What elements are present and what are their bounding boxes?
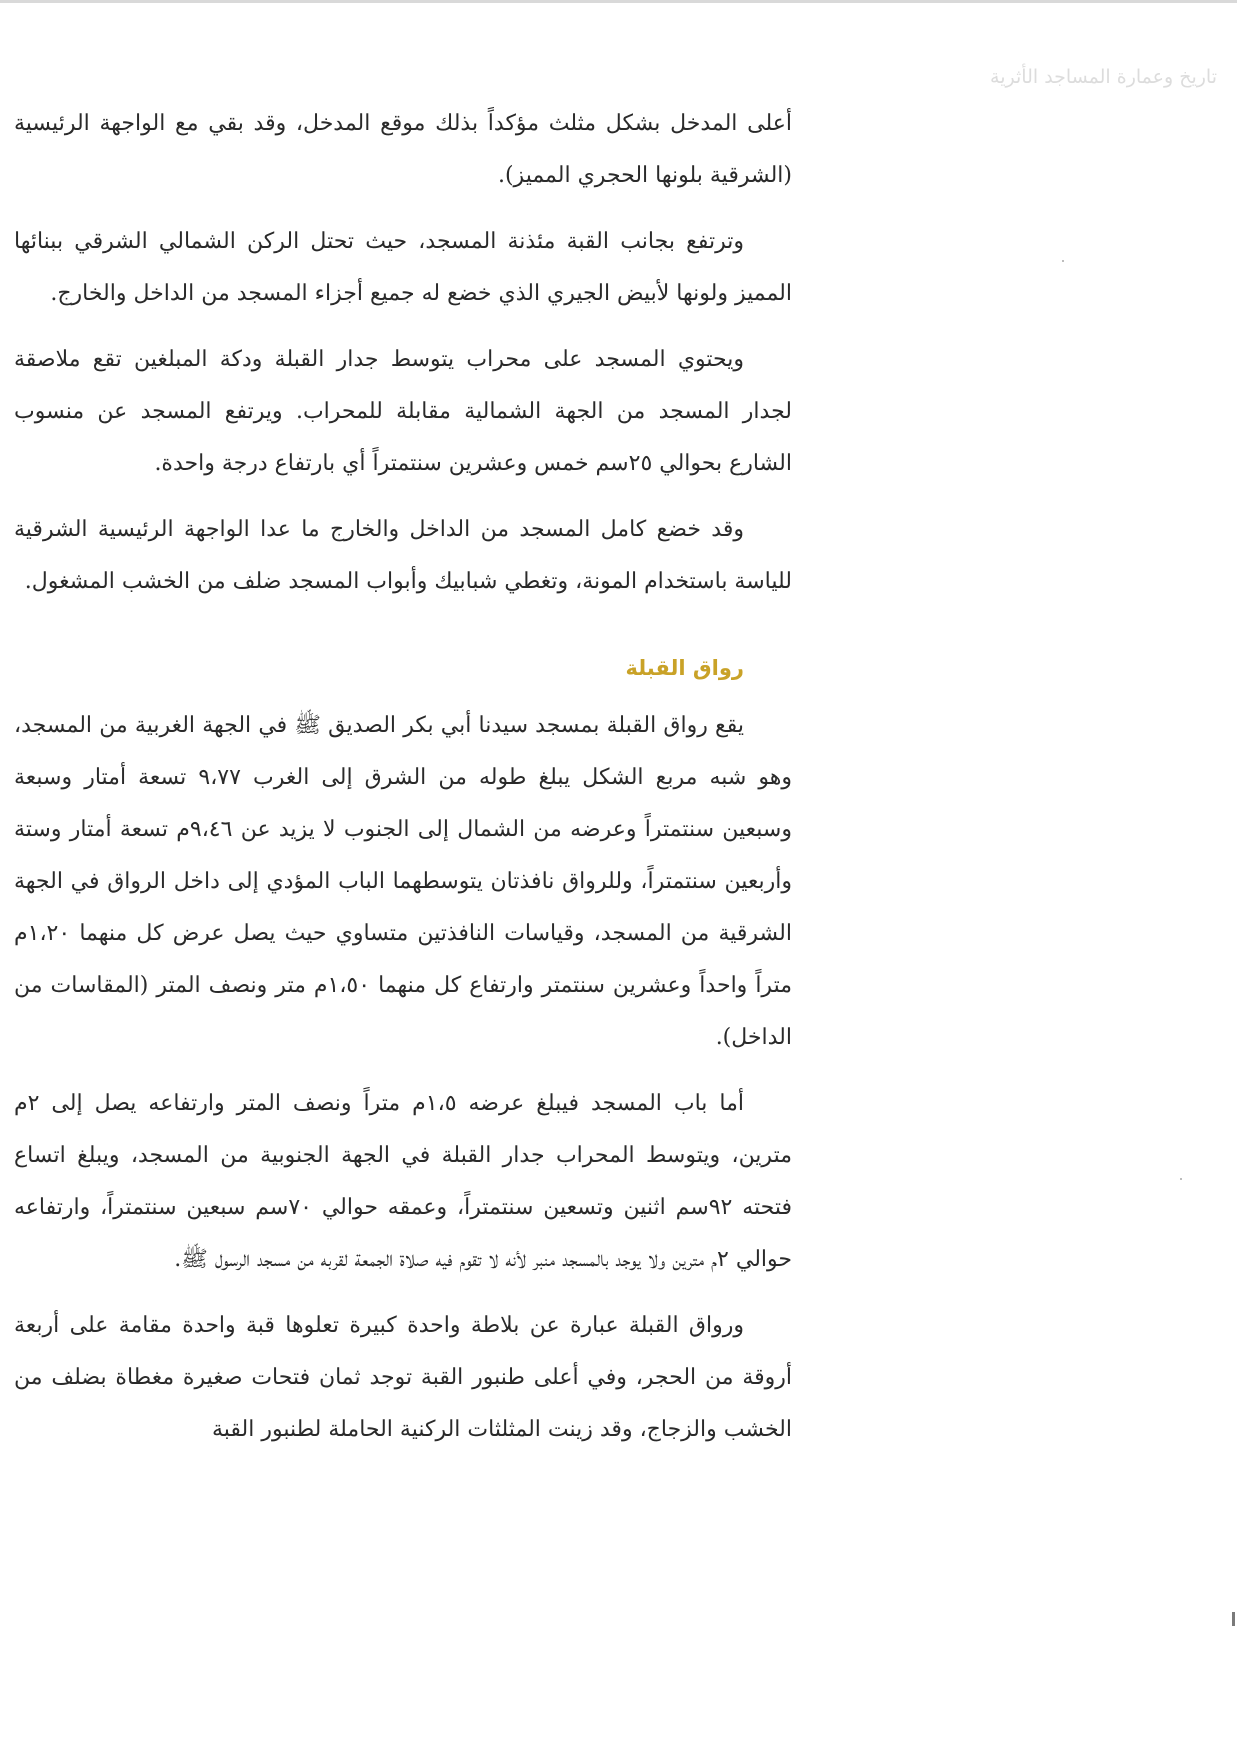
paragraph-plaster: وقد خضع كامل المسجد من الداخل والخارج ما عدا الواجهة الرئيسية الشرقية للياسة باستخدام المونة، وتغطي شبابيك وأبواب المسجد ضلف من الخشب المشغول. bbox=[14, 517, 792, 594]
section-heading-qibla-riwaq: رواق القبلة bbox=[625, 656, 744, 680]
top-border bbox=[0, 0, 1237, 3]
paragraph-dome: ورواق القبلة عبارة عن بلاطة واحدة كبيرة تعلوها قبة واحدة مقامة على أربعة أروقة من الحجر، وفي أعلى طنبور القبة توجد ثمان فتحات صغيرة مغطاة بضلف من الخشب والزجاج، وقد زينت المثلثات الركنية الحاملة لطنبور القبة bbox=[14, 1313, 792, 1442]
scan-speck bbox=[1180, 1178, 1182, 1180]
text-column bbox=[14, 98, 792, 1470]
paragraph-door-mihrab: أما باب المسجد فيبلغ عرضه ١،٥م متراً ونصف المتر وارتفاعه يصل إلى ٢م مترين، ويتوسط المحراب جدار القبلة في الجهة الجنوبية من المسجد، ويبلغ اتساع فتحته ٩٢سم اثنين وتسعين سنتمتراً، وعمقه حوالي ٧٠سم سبعين سنتمتراً، وارتفاعه حوالي ٢م مترين ولا يوجد بالمسجد منبر لأنه لا تقوم فيه صلاة الجمعة لقربه من مسجد الرسول ﷺ. bbox=[14, 1091, 792, 1272]
scan-speck bbox=[1062, 260, 1064, 262]
running-header: تاريخ وعمارة المساجد الأثرية bbox=[990, 66, 1217, 88]
paragraph-entrance-continued: أعلى المدخل بشكل مثلث مؤكداً بذلك موقع المدخل، وقد بقي مع الواجهة الرئيسية (الشرقية بلونها الحجري المميز). bbox=[14, 111, 792, 188]
paragraph-riwaq-dimensions: يقع رواق القبلة بمسجد سيدنا أبي بكر الصديق ﷺ في الجهة الغربية من المسجد، وهو شبه مربع الشكل يبلغ طوله من الشرق إلى الغرب ٩،٧٧ تسعة أمتار وسبعة وسبعين سنتمتراً وعرضه من الشمال إلى الجنوب لا يزيد عن ٩،٤٦م تسعة أمتار وستة وأربعين سنتمتراً، وللرواق نافذتان يتوسطهما الباب المؤدي إلى داخل الرواق في الجهة الشرقية من المسجد، وقياسات النافذتين متساوي حيث يصل عرض كل منهما ١،٢٠م متراً واحداً وعشرين سنتمتر وارتفاع كل منهما ١،٥٠م متر ونصف المتر (المقاسات من الداخل). bbox=[14, 713, 793, 1050]
paragraph-minaret: وترتفع بجانب القبة مئذنة المسجد، حيث تحتل الركن الشمالي الشرقي ببنائها المميز ولونها لأبيض الجيري الذي خضع له جميع أجزاء المسجد من الداخل والخارج. bbox=[14, 229, 792, 306]
paragraph-mihrab: ويحتوي المسجد على محراب يتوسط جدار القبلة ودكة المبلغين تقع ملاصقة لجدار المسجد من الجهة الشمالية مقابلة للمحراب. ويرتفع المسجد عن منسوب الشارع بحوالي ٢٥سم خمس وعشرين سنتمتراً أي بارتفاع درجة واحدة. bbox=[14, 347, 792, 476]
page-edge-mark bbox=[1232, 1612, 1235, 1626]
